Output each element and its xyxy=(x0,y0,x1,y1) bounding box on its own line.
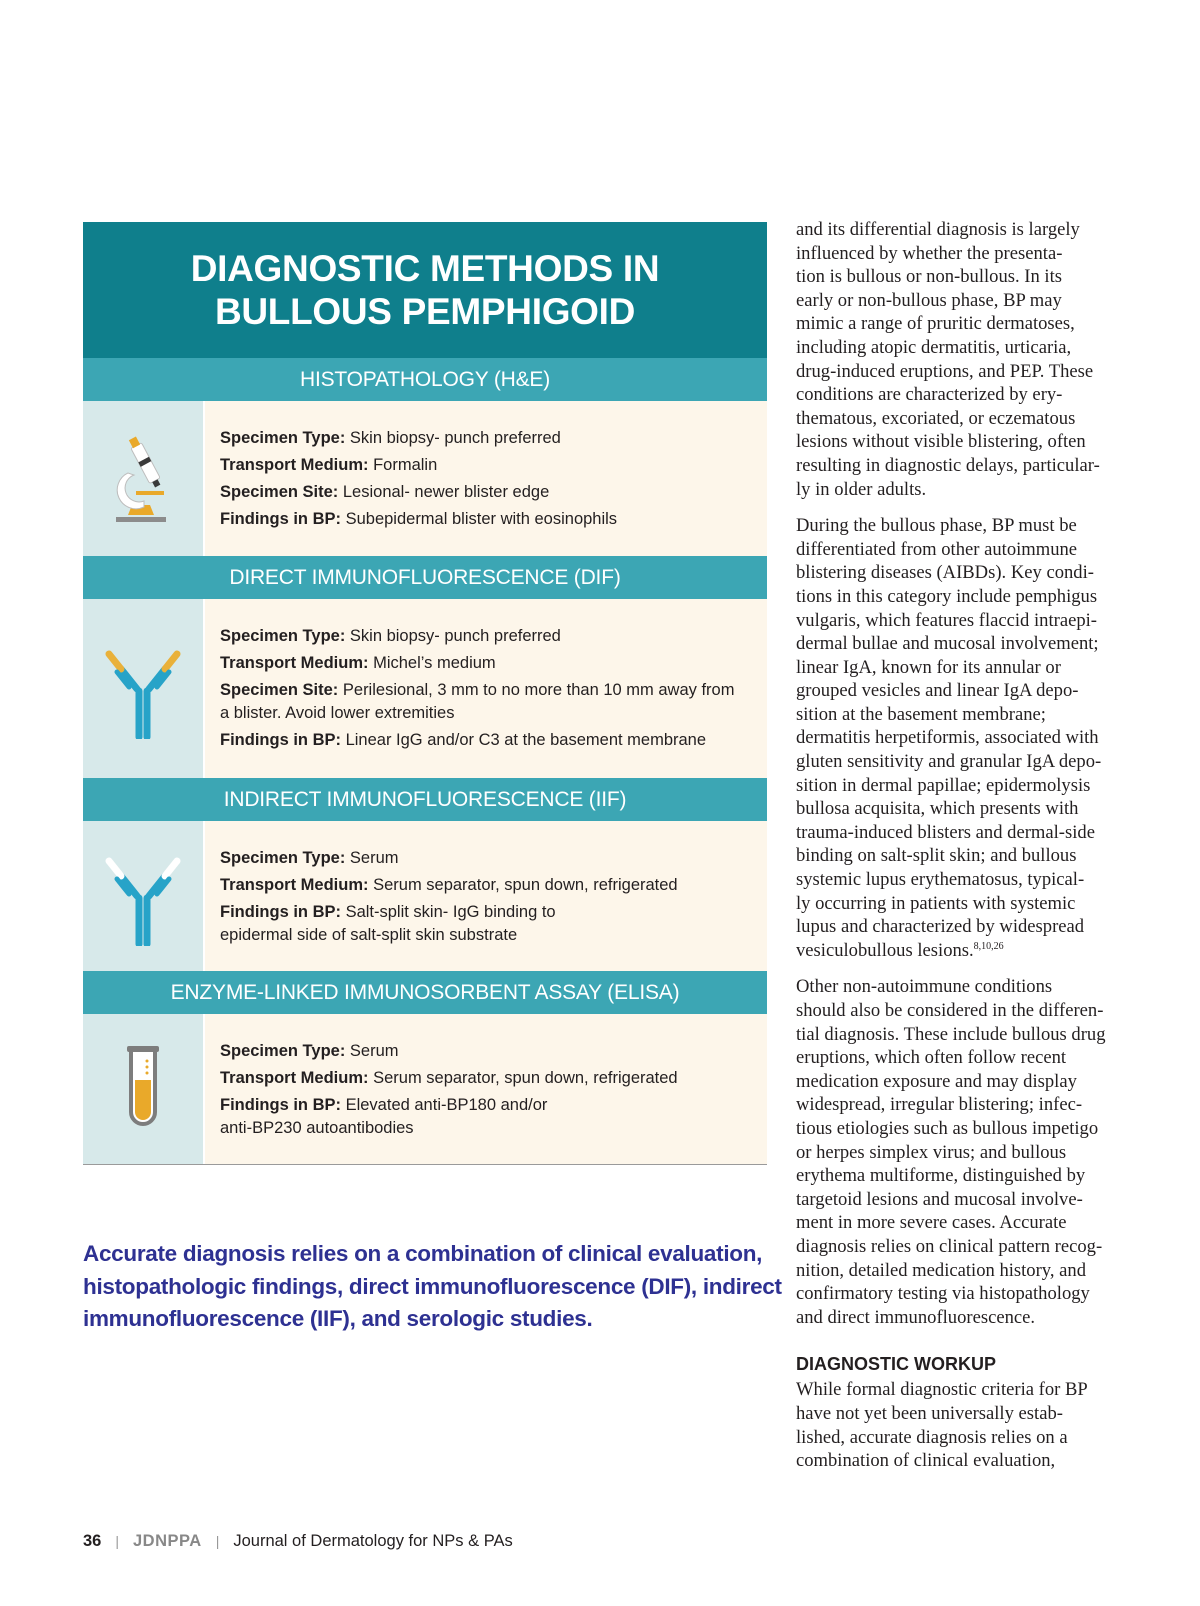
paragraph xyxy=(796,514,1126,962)
findings-row: Findings in BP: Linear IgG and/or C3 at the basement membrane xyxy=(220,731,707,749)
text-line: ly occurring in patients with systemic xyxy=(796,892,1076,914)
text-line: influenced by whether the presenta- xyxy=(796,242,1063,264)
text-line: tion is bullous or non-bullous. In its xyxy=(796,266,1063,288)
text-line: ment in more severe cases. Accurate xyxy=(796,1212,1067,1234)
section-title-histopathology: HISTOPATHOLOGY (H&E) xyxy=(83,358,767,401)
paragraph xyxy=(796,1378,1126,1472)
transport-medium-row: Transport Medium: Serum separator, spun down, refrigerated xyxy=(220,876,678,894)
text-line: erythema multiforme, distinguished by xyxy=(796,1165,1086,1187)
divider xyxy=(83,1164,767,1165)
text-line: grouped vesicles and linear IgA depo- xyxy=(796,680,1079,702)
footer-separator: | xyxy=(115,1533,119,1549)
text-line: early or non-bullous phase, BP may xyxy=(796,289,1062,311)
section-elisa xyxy=(83,1014,767,1164)
section-dif xyxy=(83,599,767,778)
text-line: resulting in diagnostic delays, particular- xyxy=(796,454,1100,476)
specimen-type-row: Specimen Type: Skin biopsy- punch preferred xyxy=(220,627,561,645)
text-line: sition at the basement membrane; xyxy=(796,703,1046,725)
text-line: have not yet been universally estab- xyxy=(796,1402,1063,1424)
text-line: Other non-autoimmune conditions xyxy=(796,976,1053,998)
text-line: and direct immunofluorescence. xyxy=(796,1306,1036,1328)
specimen-site-row: Specimen Site: Lesional- newer blister edge xyxy=(220,483,550,501)
text-line: mimic a range of pruritic dermatoses, xyxy=(796,313,1075,335)
text-line: linear IgA, known for its annular or xyxy=(796,656,1061,678)
text-line: During the bullous phase, BP must be xyxy=(796,515,1077,537)
text-line: diagnosis relies on clinical pattern recog- xyxy=(796,1235,1103,1257)
section-iif xyxy=(83,821,767,971)
text-line: or herpes simplex virus; and bullous xyxy=(796,1141,1067,1163)
paragraph xyxy=(796,218,1126,501)
diagnostic-methods-infographic xyxy=(83,222,767,1165)
citation-refs: 8,10,26 xyxy=(973,940,1004,952)
page-footer xyxy=(83,1532,513,1551)
antibody-icon xyxy=(101,846,185,946)
text-line: drug-induced eruptions, and PEP. These xyxy=(796,360,1094,382)
text-line: widespread, irregular blistering; infec- xyxy=(796,1094,1083,1116)
text-line: including atopic dermatitis, urticaria, xyxy=(796,336,1072,358)
text-line: should also be considered in the differen- xyxy=(796,1000,1104,1021)
body-text-column xyxy=(796,218,1126,1486)
text-line: tial diagnosis. These include bullous drug xyxy=(796,1023,1106,1045)
test-tube-icon xyxy=(118,1044,168,1134)
transport-medium-row: Transport Medium: Serum separator, spun down, refrigerated xyxy=(220,1069,678,1087)
journal-abbreviation: JDNPPA xyxy=(133,1532,202,1550)
journal-name: Journal of Dermatology for NPs & PAs xyxy=(233,1532,513,1550)
text-line: gluten sensitivity and granular IgA depo- xyxy=(796,751,1102,773)
text-line: trauma-induced blisters and dermal-side xyxy=(796,821,1095,843)
text-line: thematous, excoriated, or eczematous xyxy=(796,407,1076,429)
antibody-icon xyxy=(101,639,185,739)
transport-medium-row: Transport Medium: Formalin xyxy=(220,456,438,474)
text-line: and its differential diagnosis is largely xyxy=(796,219,1080,240)
text-line: lupus and characterized by widespread xyxy=(796,916,1085,938)
pull-quote: Accurate diagnosis relies on a combination of clinical evaluation, histopathologic findings, direct immunofluorescence (DIF), indirect immunofluorescence (IIF), and serologic studies. xyxy=(83,1241,782,1331)
text-line: systemic lupus erythematosus, typical- xyxy=(796,869,1085,891)
text-line: sition in dermal papillae; epidermolysis xyxy=(796,774,1091,796)
text-line: lished, accurate diagnosis relies on a xyxy=(796,1426,1068,1448)
text-line: binding on salt-split skin; and bullous xyxy=(796,845,1077,867)
text-line: combination of clinical evaluation, xyxy=(796,1450,1056,1472)
section-title-dif: DIRECT IMMUNOFLUORESCENCE (DIF) xyxy=(83,556,767,599)
text-line: conditions are characterized by ery- xyxy=(796,384,1063,406)
specimen-type-row: Specimen Type: Serum xyxy=(220,1042,399,1060)
text-line: vesiculobullous lesions.$^{8,10,26}$ xyxy=(796,939,1004,961)
text-line: While formal diagnostic criteria for BP xyxy=(796,1379,1088,1401)
text-line: lesions without visible blistering, often xyxy=(796,431,1086,453)
text-line: eruptions, which often follow recent xyxy=(796,1047,1067,1069)
findings-row: Findings in BP: Elevated anti-BP180 and/or anti-BP230 autoantibodies xyxy=(220,1096,548,1137)
text-line: differentiated from other autoimmune xyxy=(796,538,1078,560)
page-number: 36 xyxy=(83,1532,102,1550)
section-title-elisa: ENZYME-LINKED IMMUNOSORBENT ASSAY (ELISA) xyxy=(83,971,767,1014)
findings-row: Findings in BP: Salt-split skin- IgG binding to epidermal side of salt-split skin substrate xyxy=(220,903,556,944)
text-line: nition, detailed medication history, and xyxy=(796,1259,1087,1281)
transport-medium-row: Transport Medium: Michel’s medium xyxy=(220,654,496,672)
specimen-type-row: Specimen Type: Serum xyxy=(220,849,399,867)
microscope-icon xyxy=(108,429,178,529)
specimen-type-row: Specimen Type: Skin biopsy- punch preferred xyxy=(220,429,561,447)
text-line: dermal bullae and mucosal involvement; xyxy=(796,633,1099,655)
findings-row: Findings in BP: Subepidermal blister with eosinophils xyxy=(220,510,618,528)
text-line: ly in older adults. xyxy=(796,478,927,500)
text-line: tions in this category include pemphigus xyxy=(796,585,1098,607)
text-line: confirmatory testing via histopathology xyxy=(796,1283,1090,1305)
specimen-site-row: Specimen Site: Perilesional, 3 mm to no more than 10 mm away from a blister. Avoid lower extremities xyxy=(220,681,735,722)
section-histopathology xyxy=(83,401,767,556)
paragraph xyxy=(796,975,1126,1329)
section-heading: DIAGNOSTIC WORKUP xyxy=(796,1354,996,1375)
text-line: dermatitis herpetiformis, associated with xyxy=(796,727,1099,749)
section-title-iif: INDIRECT IMMUNOFLUORESCENCE (IIF) xyxy=(83,778,767,821)
text-line: blistering diseases (AIBDs). Key condi- xyxy=(796,562,1094,584)
infographic-title: DIAGNOSTIC METHODS IN BULLOUS PEMPHIGOID xyxy=(83,222,767,358)
text-line: tious etiologies such as bullous impetigo xyxy=(796,1117,1099,1139)
text-line: vulgaris, which features flaccid intraepi- xyxy=(796,609,1097,631)
text-line: bullosa acquisita, which presents with xyxy=(796,798,1079,820)
text-line: medication exposure and may display xyxy=(796,1070,1077,1092)
text-line: targetoid lesions and mucosal involve- xyxy=(796,1188,1083,1210)
footer-separator: | xyxy=(215,1533,220,1549)
